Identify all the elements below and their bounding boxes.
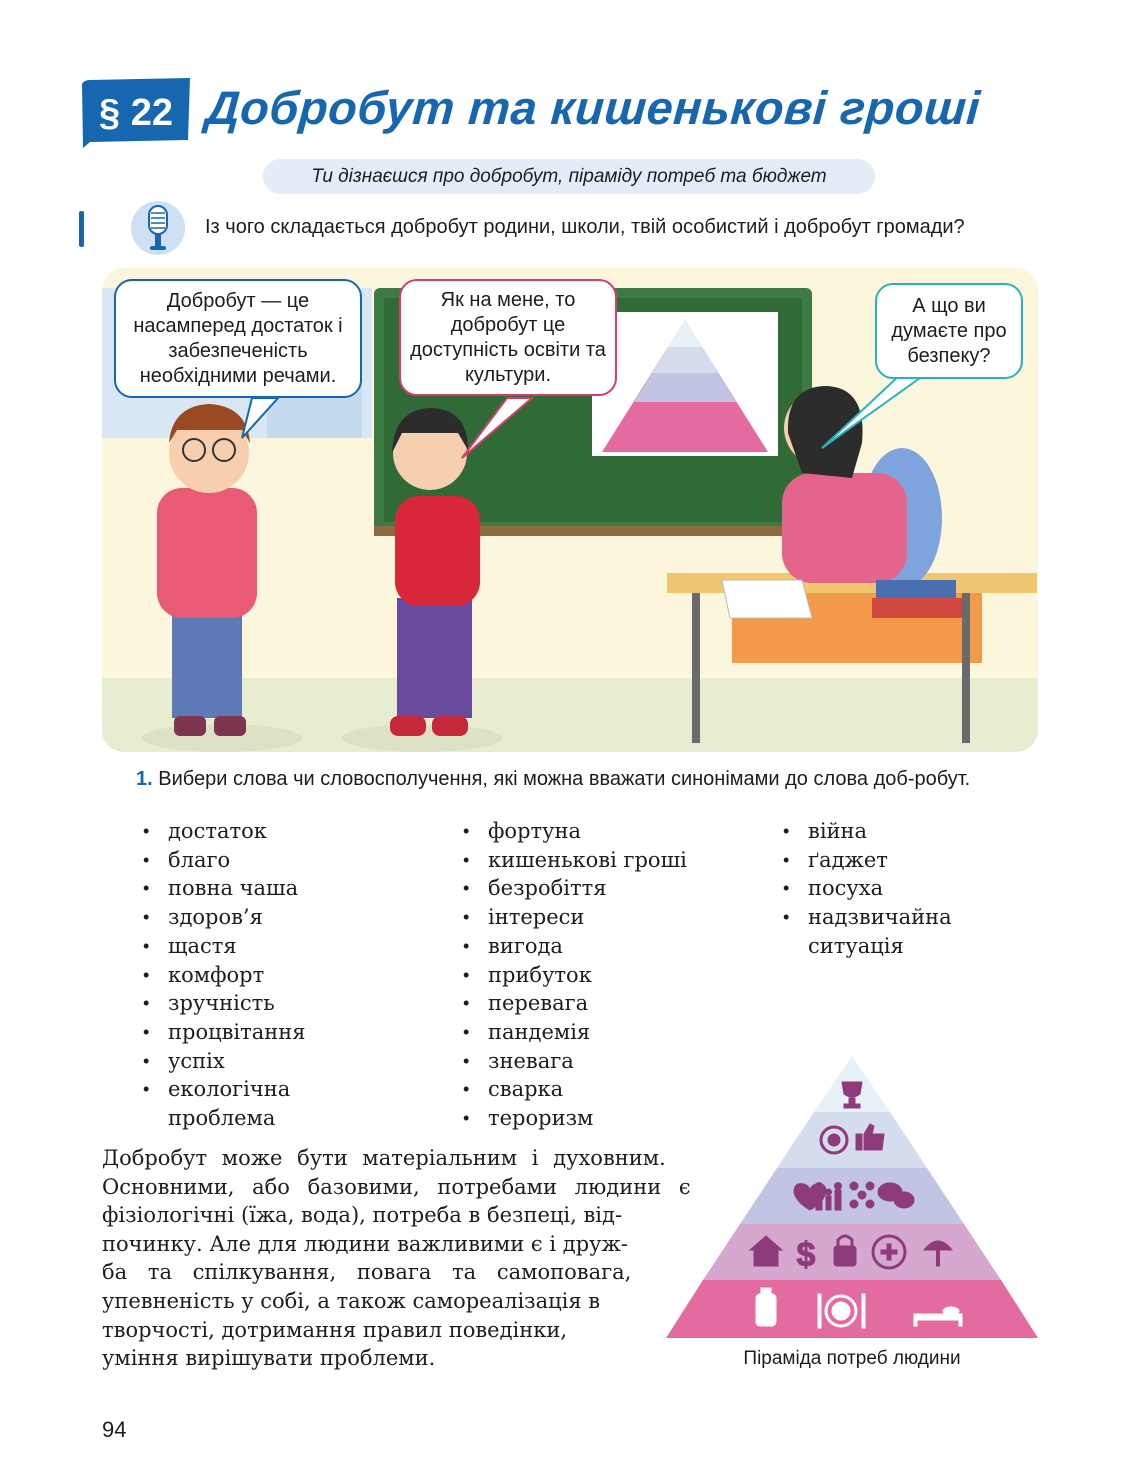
word-list-item: • тероризм (460, 1104, 687, 1133)
pyramid-level-belonging (740, 1168, 964, 1224)
speech-bubble-girl (399, 279, 617, 396)
word-list-item: • здоров’я (140, 903, 306, 932)
word-list-item: • посуха (780, 874, 952, 903)
word-list-item: • зручність (140, 989, 306, 1018)
speech-bubble-teacher-text: А що ви думаєте про безпеку? (891, 294, 1007, 367)
word-list-item: • екологічна проблема (140, 1075, 306, 1132)
word-list-item: • зневага (460, 1047, 687, 1076)
exercise-number: 1. (136, 768, 153, 790)
word-list-item: • безробіття (460, 874, 687, 903)
word-list-item: • кишенькові гроші (460, 846, 687, 875)
trophy-icon (842, 1082, 862, 1108)
section-badge (80, 78, 192, 148)
paragraph-line: уміння вирішувати проблеми. (102, 1346, 436, 1371)
word-list-item: • вигода (460, 932, 687, 961)
section-badge-label: § 22 (99, 92, 173, 134)
microphone-icon (130, 200, 186, 256)
water-bottle-icon (756, 1288, 776, 1326)
intro-question: Із чого складається добробут родини, школи, твій особистий і добробут громади? (205, 216, 965, 238)
dollar-icon (797, 1236, 816, 1274)
paragraph-line: ба та спілкування, повага та самоповага, (102, 1260, 632, 1285)
word-list-item: • інтереси (460, 903, 687, 932)
body-paragraph (102, 1144, 691, 1373)
word-list-column-1 (140, 817, 306, 1133)
word-list-item: • процвітання (140, 1018, 306, 1047)
learning-goal-text: Ти дізнаєшся про добробут, піраміду потреб та бюджет (311, 165, 827, 187)
margin-marker (79, 211, 84, 247)
speech-bubble-girl-text: Як на мене, то добробут це доступність освіти та культури. (410, 288, 606, 386)
exercise-text: Вибери слова чи словосполучення, які можна вважати синонімами до слова доб-робут. (158, 768, 971, 790)
pyramid-caption: Піраміда потреб людини (743, 1348, 961, 1369)
word-list-item: • ґаджет (780, 846, 952, 875)
word-list-item: • благо (140, 846, 306, 875)
paragraph-line: творчості, дотримання правил поведінки, (102, 1317, 568, 1342)
word-list-item: • прибуток (460, 961, 687, 990)
paragraph-line: упевненість у собі, а також самореалізація в (102, 1288, 601, 1313)
word-list-item: • щастя (140, 932, 306, 961)
pyramid-level-physiological (666, 1280, 1038, 1338)
svg-text:$: $ (796, 1236, 816, 1274)
word-list-item: • достаток (140, 817, 306, 846)
word-list-item: • перевага (460, 989, 687, 1018)
paragraph-line: фізіологічні (їжа, вода), потреба в безпеці, від- (102, 1203, 623, 1228)
word-list-column-3 (780, 817, 952, 961)
word-list-column-2 (460, 817, 687, 1133)
word-list-item: • повна чаша (140, 874, 306, 903)
word-list-item: • пандемія (460, 1018, 687, 1047)
word-list-item: • успіх (140, 1047, 306, 1076)
paragraph-line: починку. Але для людини важливими є і друж- (102, 1231, 628, 1256)
speech-bubble-boy-text: Добробут — це насамперед достаток і забезпеченість необхідними речами. (133, 289, 343, 387)
pyramid-level-esteem (777, 1112, 927, 1168)
word-list-item: • фортуна (460, 817, 687, 846)
word-list-item: • надзвичайна ситуація (780, 903, 952, 960)
needs-pyramid (664, 1052, 1040, 1342)
word-list-item: • сварка (460, 1075, 687, 1104)
exercise-1-prompt (136, 767, 1036, 792)
word-list-item: • війна (780, 817, 952, 846)
speech-bubble-boy (114, 279, 362, 398)
word-list-item: • комфорт (140, 961, 306, 990)
paragraph-line: Основними, або базовими, потребами людини є (102, 1174, 691, 1199)
page-number: 94 (102, 1417, 127, 1442)
boy-figure (157, 404, 257, 736)
learning-goal-banner (263, 159, 875, 194)
page-title: Добробут та кишенькові гроші (204, 81, 983, 134)
speech-bubble-teacher (875, 283, 1023, 379)
girl-figure (390, 408, 480, 736)
paragraph-line: Добробут може бути матеріальним і духовним. (102, 1146, 666, 1170)
